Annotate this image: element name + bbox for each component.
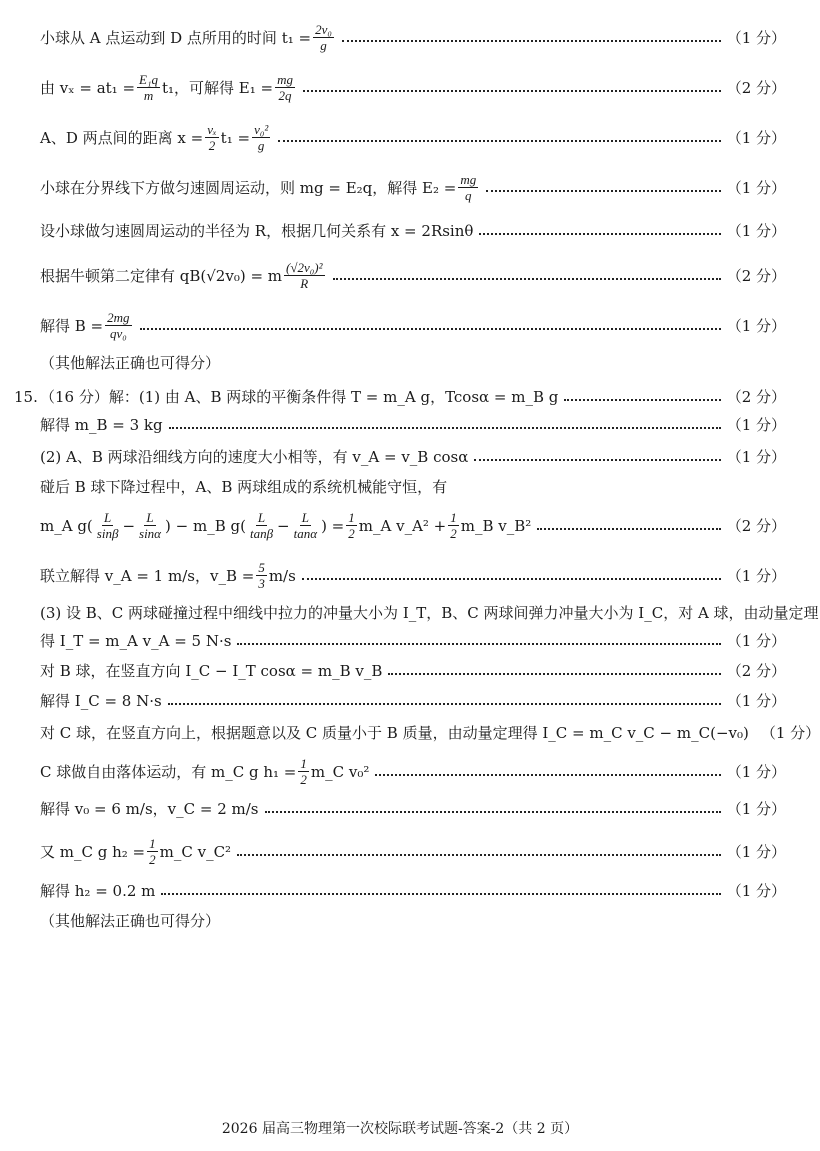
score: （2 分） xyxy=(726,388,786,406)
score: （1 分） xyxy=(726,317,786,335)
page-footer: 2026 届高三物理第一次校际联考试题-答案-2（共 2 页） xyxy=(221,1121,579,1137)
score: （1 分） xyxy=(726,632,786,650)
answer-line-b: 解得 B = $\frac{2mg}{\text{qv₀}}$ （1 分） xyxy=(40,310,786,341)
fraction: $\frac{\text{vₓ}}{2}$ xyxy=(207,122,217,153)
note: （其他解法正确也可得分） xyxy=(40,354,221,372)
fraction: $\frac{5}{3}$ xyxy=(258,560,265,591)
fraction: $\frac{\text{v₀²}}{g}$ xyxy=(254,122,269,153)
q15-line-9: 对 B 球，在竖直方向 I_C − I_T cosα = m_B v_B （2 分） xyxy=(40,662,786,680)
score: （1 分） xyxy=(726,448,786,466)
fraction: $\frac{L}{\sin\alpha}$ xyxy=(139,510,162,541)
q15-line-7: (3) 设 B、C 两球碰撞过程中细线中拉力的冲量大小为 I_T，B、C 两球间弹力冲量大小为 I_C，对 A 球，由动量定理 xyxy=(40,604,819,622)
note: （其他解法正确也可得分） xyxy=(40,912,221,930)
answer-line-e1: 由 vₓ = at₁ = $\frac{\text{E₁q}}{m}$ t₁，可解得 E₁ = $\frac{mg}{2q}$ （2 分） xyxy=(40,72,786,103)
score: （2 分） xyxy=(726,79,786,97)
fraction: $\frac{\text{2v₀}}{g}$ xyxy=(315,22,332,53)
score: （1 分） xyxy=(726,843,786,861)
q15-line-8: 得 I_T = m_A v_A = 5 N·s （1 分） xyxy=(40,632,786,650)
fraction: $\frac{L}{\tan\alpha}$ xyxy=(293,510,318,541)
q15-line-15: 解得 h₂ = 0.2 m （1 分） xyxy=(40,882,786,900)
fraction: $\frac{1}{2}$ xyxy=(149,836,156,867)
question-number: 15. xyxy=(14,387,38,406)
fraction: $\frac{L}{\tan\beta}$ xyxy=(249,510,274,541)
fraction: $\frac{mg}{q}$ xyxy=(460,172,477,203)
q15-line-4: 碰后 B 球下降过程中，A、B 两球组成的系统机械能守恒，有 xyxy=(40,478,448,496)
answer-line-newton: 根据牛顿第二定律有 qB(√2v₀) = m $\frac{\text{(√2v₀)²}}{R}$ （2 分） xyxy=(40,260,786,291)
score: （2 分） xyxy=(726,267,786,285)
score: （1 分） xyxy=(726,222,786,240)
score: （2 分） xyxy=(726,662,786,680)
score: （1 分） xyxy=(726,179,786,197)
fraction: $\frac{\text{(√2v₀)²}}{R}$ xyxy=(286,260,323,291)
fraction: $\frac{\text{E₁q}}{m}$ xyxy=(139,72,158,103)
fraction: $\frac{1}{2}$ xyxy=(348,510,355,541)
fraction: $\frac{L}{\sin\beta}$ xyxy=(96,510,119,541)
score: （1 分） xyxy=(726,882,786,900)
answer-line-radius: 设小球做匀速圆周运动的半径为 R，根据几何关系有 x = 2Rsinθ （1 分） xyxy=(40,222,786,240)
score: （1 分） xyxy=(726,800,786,818)
score: （2 分） xyxy=(726,517,786,535)
q15-line-10: 解得 I_C = 8 N·s （1 分） xyxy=(40,692,786,710)
score: （1 分） xyxy=(760,724,820,742)
score: （1 分） xyxy=(726,416,786,434)
q15-line-1: 15. （16 分）解：(1) 由 A、B 两球的平衡条件得 T = m_A g，Tcosα = m_B g （2 分） xyxy=(14,387,786,406)
fraction: $\frac{mg}{2q}$ xyxy=(277,72,293,103)
answer-line-time: 小球从 A 点运动到 D 点所用的时间 t₁ = $\frac{\text{2v₀}}{g}$ （1 分） xyxy=(40,22,786,53)
fraction: $\frac{1}{2}$ xyxy=(300,756,307,787)
q15-line-6: 联立解得 v_A = 1 m/s，v_B = $\frac{5}{3}$ m/s （1 分） xyxy=(40,560,786,591)
q15-line-12: C 球做自由落体运动，有 m_C g h₁ = $\frac{1}{2}$ m_C v₀² （1 分） xyxy=(40,756,786,787)
q15-line-3: (2) A、B 两球沿细线方向的速度大小相等，有 v_A = v_B cosα （1 分） xyxy=(40,448,786,466)
q15-line-14: 又 m_C g h₂ = $\frac{1}{2}$ m_C v_C² （1 分） xyxy=(40,836,786,867)
fraction: $\frac{1}{2}$ xyxy=(450,510,457,541)
score: （1 分） xyxy=(726,567,786,585)
q15-line-2: 解得 m_B = 3 kg （1 分） xyxy=(40,416,786,434)
score: （1 分） xyxy=(726,29,786,47)
score: （1 分） xyxy=(726,763,786,781)
q15-energy-equation: m_A g( $\frac{L}{\sin\beta}$ − $\frac{L}{\sin\alpha}$ ) − m_B g( $\frac{L}{\tan\beta}$ − $\frac{L}{\tan\alpha}$ ) = $\frac{1}{2}$ m_A v_A² + $\frac{1}{2}$ m_B v_B² （2 分） xyxy=(40,510,786,541)
fraction: $\frac{2mg}{\text{qv₀}}$ xyxy=(107,310,130,341)
answer-line-distance: A、D 两点间的距离 x = $\frac{\text{vₓ}}{2}$ t₁ = $\frac{\text{v₀²}}{g}$ （1 分） xyxy=(40,122,786,153)
q15-line-11: 对 C 球，在竖直方向上，根据题意以及 C 质量小于 B 质量，由动量定理得 I_C = m_C v_C − m_C(−v₀) （1 分） xyxy=(40,724,820,742)
answer-line-e2: 小球在分界线下方做匀速圆周运动，则 mg = E₂q，解得 E₂ = $\frac{mg}{q}$ （1 分） xyxy=(40,172,786,203)
score: （1 分） xyxy=(726,692,786,710)
score: （1 分） xyxy=(726,129,786,147)
q15-line-13: 解得 v₀ = 6 m/s，v_C = 2 m/s （1 分） xyxy=(40,800,786,818)
